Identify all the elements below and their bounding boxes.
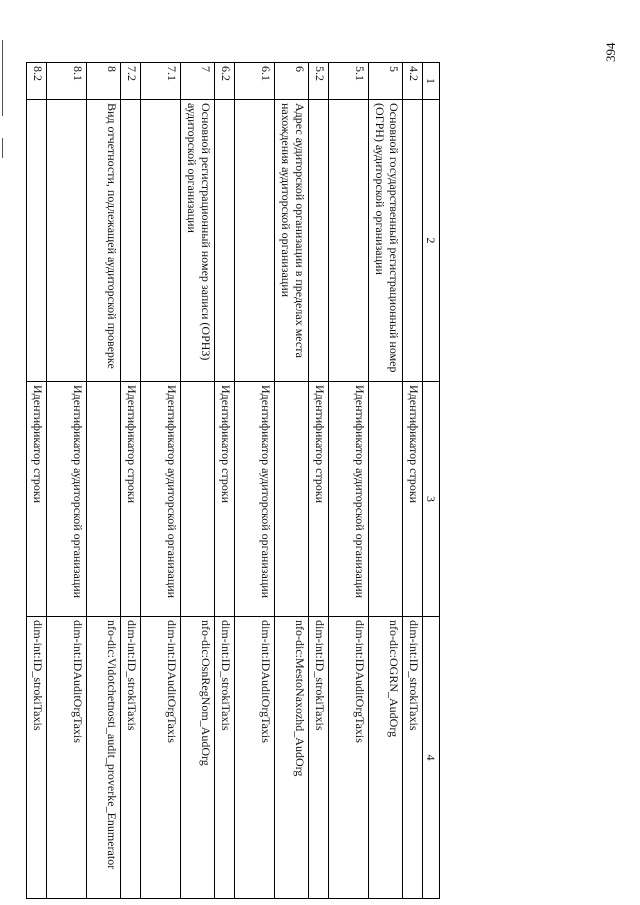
table-row [235,63,275,899]
row-code-cell: dim-int:ID_strokiTaxis [403,617,423,899]
row-code-cell: dim-int:ID_strokiTaxis [215,617,235,899]
taxonomy-table [26,62,440,899]
table-row [141,63,181,899]
row-code-cell: nfo-dic:MestoNaxozhd_AudOrg [275,617,309,899]
header-cell-1: 1 [423,63,440,100]
header-cell-3: 3 [423,382,440,617]
row-description-cell: Идентификатор строки [215,382,235,617]
table-row [403,63,423,899]
table-row [47,63,87,899]
row-name-cell [235,100,275,382]
row-description-cell [275,382,309,617]
row-code-cell: nfo-dic:OsnRegNom_AudOrg [181,617,215,899]
row-number-cell: 7.2 [121,63,141,100]
row-code-cell: dim-int:ID_strokiTaxis [27,617,47,899]
row-code-cell: nfo-dic:OGRN_AudOrg [369,617,403,899]
row-description-cell [369,382,403,617]
row-description-cell [181,382,215,617]
row-description-cell: Идентификатор аудиторской организации [141,382,181,617]
table-row [329,63,369,899]
row-description-cell: Идентификатор аудиторской организации [329,382,369,617]
row-number-cell: 8 [87,63,121,100]
row-name-cell [329,100,369,382]
row-name-cell: Вид отчетности, подлежащей аудиторской проверке [87,100,121,382]
row-number-cell: 5 [369,63,403,100]
row-code-cell: dim-int:IDAuditOrgTaxis [47,617,87,899]
row-number-cell: 6.2 [215,63,235,100]
row-name-cell [309,100,329,382]
table-row [87,63,121,899]
row-name-cell [47,100,87,382]
row-description-cell: Идентификатор аудиторской организации [47,382,87,617]
table-row [369,63,403,899]
row-description-cell: Идентификатор строки [403,382,423,617]
row-number-cell: 5.1 [329,63,369,100]
row-code-cell: dim-int:IDAuditOrgTaxis [141,617,181,899]
row-number-cell: 8.2 [27,63,47,100]
row-code-cell: nfo-dic:Vidotchetnosti_audit_proverke_Enumerator [87,617,121,899]
row-name-cell [215,100,235,382]
row-description-cell: Идентификатор строки [121,382,141,617]
scan-edge-mark [2,40,3,116]
table-row [275,63,309,899]
table-row [181,63,215,899]
row-description-cell: Идентификатор аудиторской организации [235,382,275,617]
page-number: 394 [603,42,618,62]
row-code-cell: dim-int:IDAuditOrgTaxis [329,617,369,899]
row-number-cell: 6 [275,63,309,100]
row-name-cell: Основной регистрационный номер записи (ОРНЗ) аудиторской организации [181,100,215,382]
row-number-cell: 7 [181,63,215,100]
header-cell-2: 2 [423,100,440,382]
scan-edge-mark [2,138,3,158]
table-row [309,63,329,899]
row-number-cell: 8.1 [47,63,87,100]
row-description-cell [87,382,121,617]
header-cell-4: 4 [423,617,440,899]
row-description-cell: Идентификатор строки [27,382,47,617]
row-name-cell: Основной государственный регистрационный номер (ОГРН) аудиторской организации [369,100,403,382]
table-row [215,63,235,899]
row-code-cell: dim-int:IDAuditOrgTaxis [235,617,275,899]
row-number-cell: 5.2 [309,63,329,100]
row-code-cell: dim-int:ID_strokiTaxis [309,617,329,899]
header-row [423,63,440,899]
row-name-cell [27,100,47,382]
row-number-cell: 4.2 [403,63,423,100]
row-name-cell: Адрес аудиторской организации в пределах места нахождения аудиторской организации [275,100,309,382]
row-name-cell [121,100,141,382]
row-number-cell: 7.1 [141,63,181,100]
table-row [121,63,141,899]
table-row [27,63,47,899]
row-name-cell [141,100,181,382]
row-description-cell: Идентификатор строки [309,382,329,617]
row-number-cell: 6.1 [235,63,275,100]
row-name-cell [403,100,423,382]
row-code-cell: dim-int:ID_strokiTaxis [121,617,141,899]
